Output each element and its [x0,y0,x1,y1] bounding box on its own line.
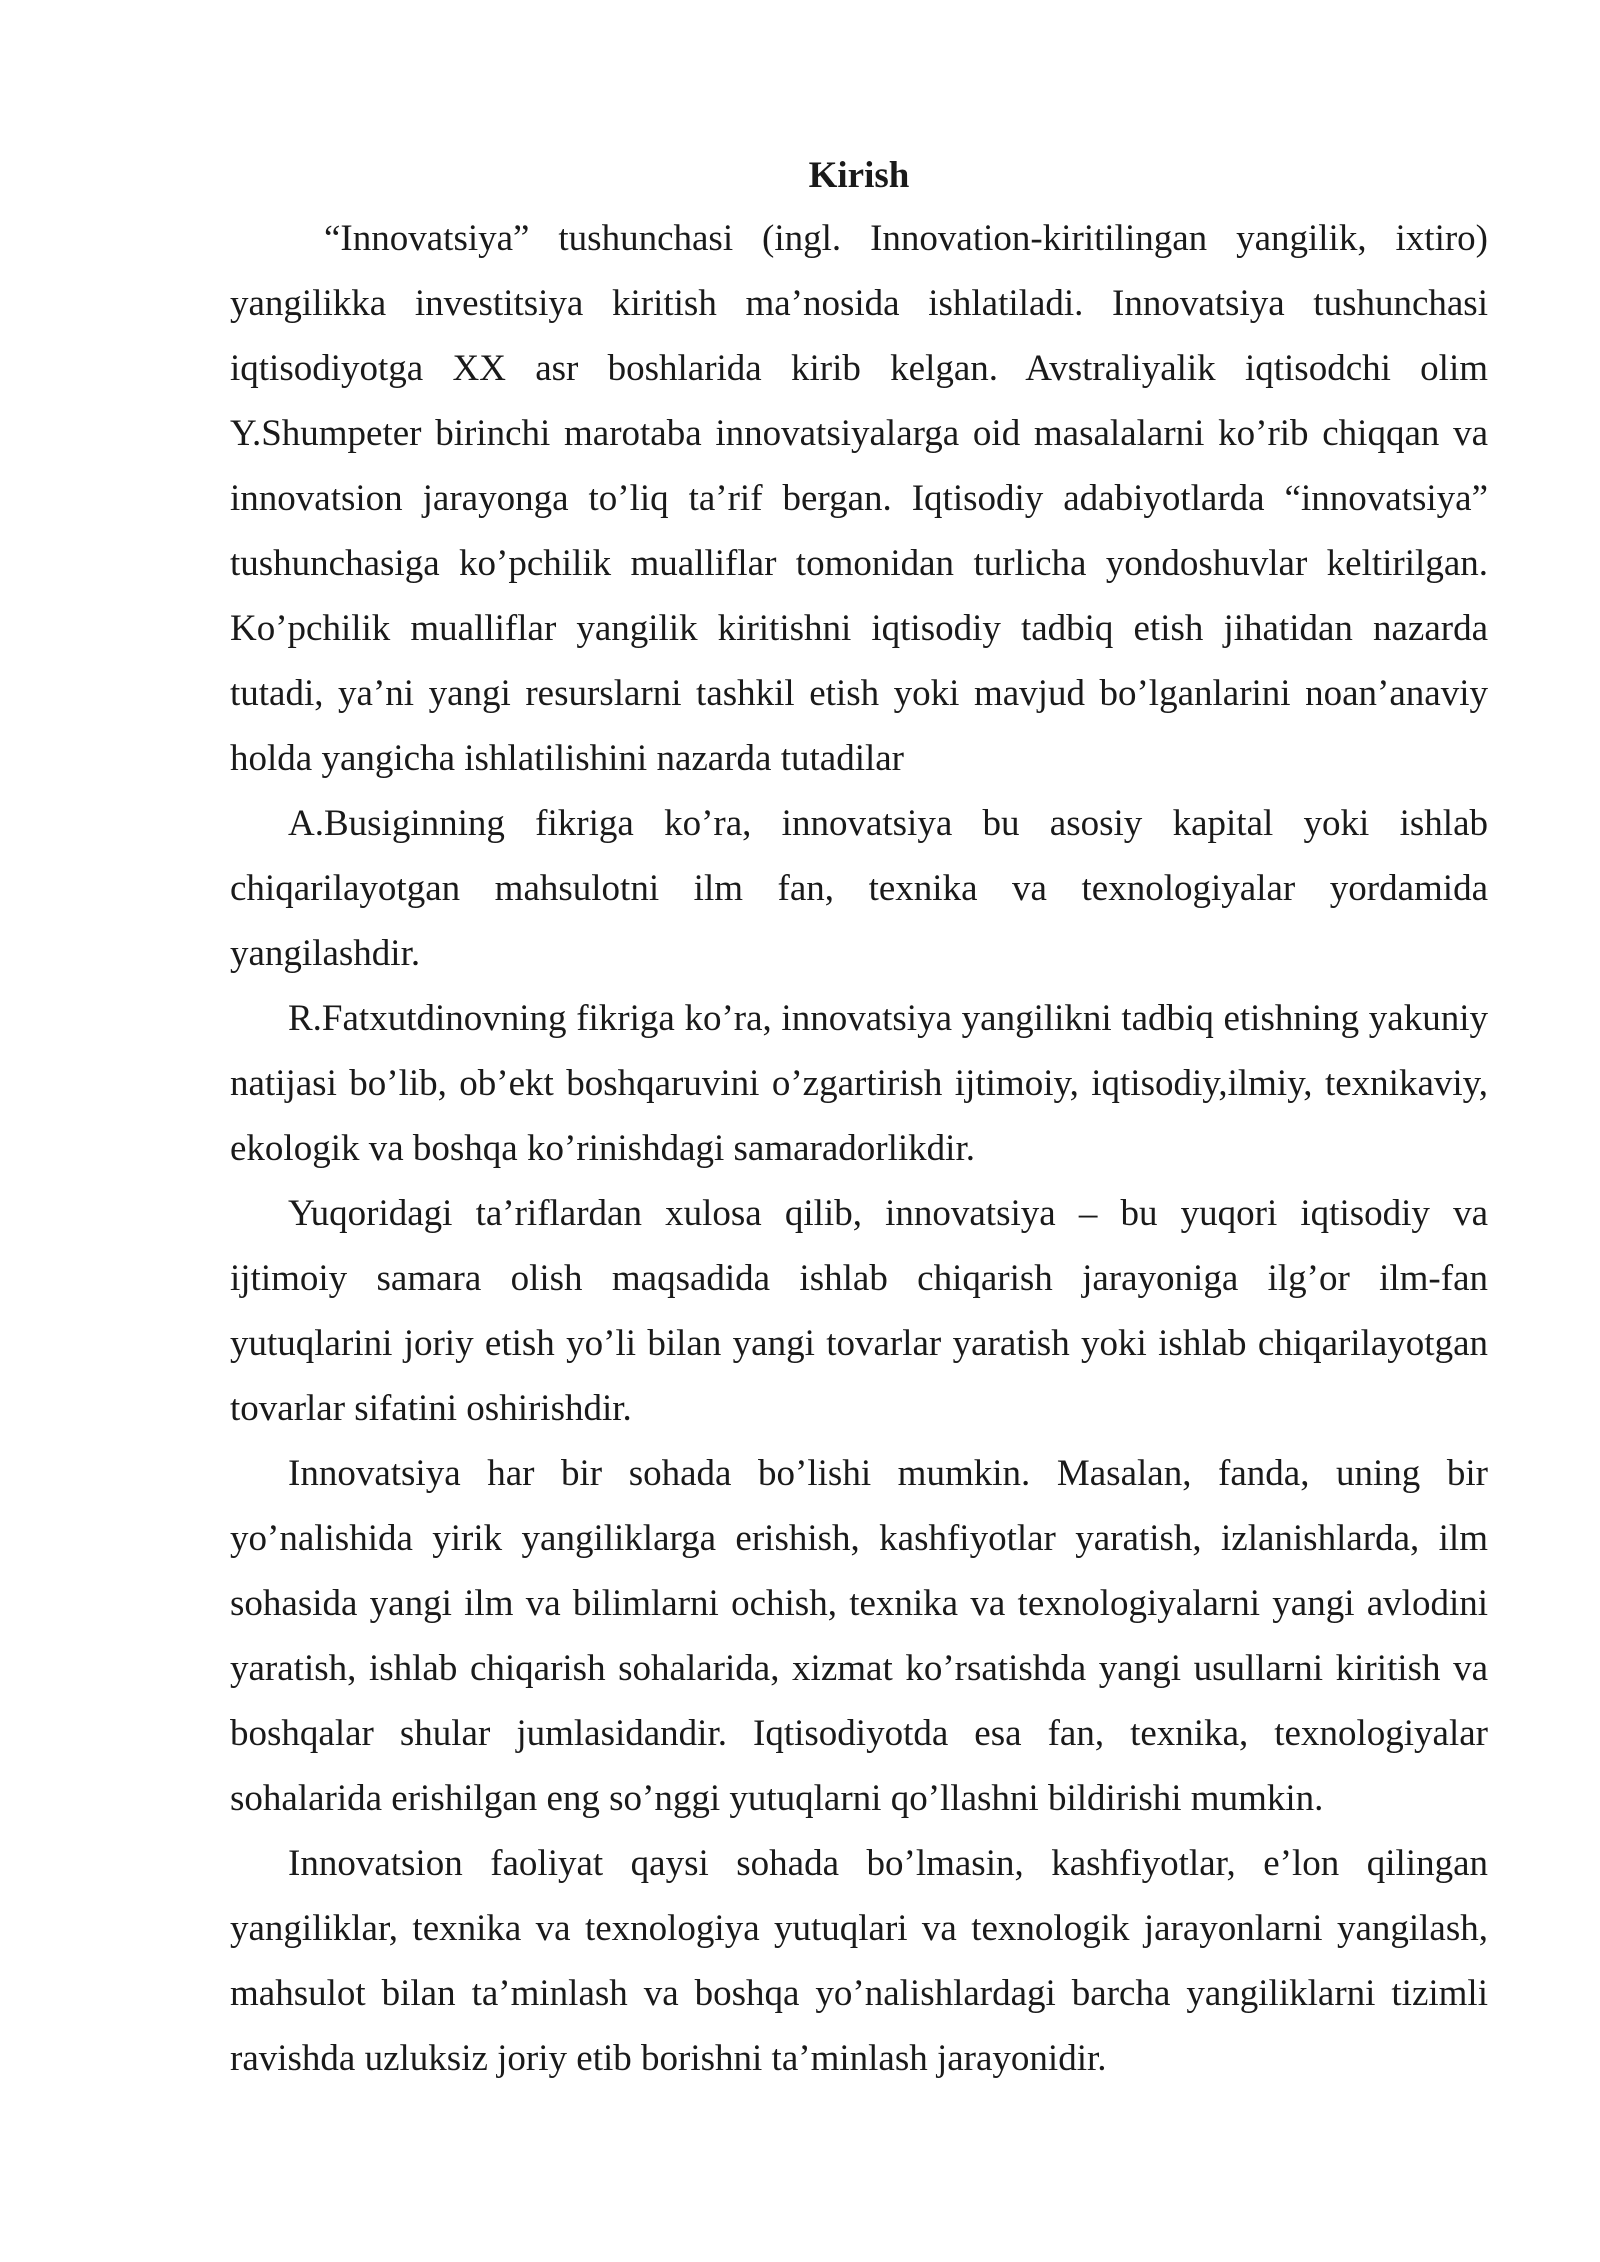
paragraph-fatxutdinov: R.Fatxutdinovning fikriga ko’ra, innovatsiya yangilikni tadbiq etishning yakuniy natijasi bo’lib, ob’ekt boshqaruvini o’zgartirish ijtimoiy, iqtisodiy,ilmiy, texnikaviy, ekologik va boshqa ko’rinishdagi samaradorlikdir. [230,998,1488,1169]
paragraph-innovation-definition: “Innovatsiya” tushunchasi (ingl. Innovation-kiritilingan yangilik, ixtiro) yangilikka investitsiya kiritish ma’nosida ishlatiladi. Innovatsiya tushunchasi iqtisodiyotga XX asr boshlarida kirib kelgan. Avstraliyalik iqtisodchi olim Y.Shumpeter birinchi marotaba innovatsiyalarga oid masalalarni ko’rib chiqqan va innovatsion jarayonga to’liq ta’rif bergan. Iqtisodiy adabiyotlarda “innovatsiya” tushunchasiga ko’pchilik mualliflar tomonidan turlicha yondoshuvlar keltirilgan. Ko’pchilik mualliflar yangilik kiritishni iqtisodiy tadbiq etish jihatidan nazarda tutadi, ya’ni yangi resurslarni tashkil etish yoki mavjud bo’lganlarini noan’anaviy holda yangicha ishlatilishini nazarda tutadilar [230,218,1488,779]
document-title: Kirish [808,155,910,196]
paragraph-conclusion: Yuqoridagi ta’riflardan xulosa qilib, innovatsiya – bu yuqori iqtisodiy va ijtimoiy samara olish maqsadida ishlab chiqarish jarayoniga ilg’or ilm-fan yutuqlarini joriy etish yo’li bilan yangi tovarlar yaratish yoki ishlab chiqarilayotgan tovarlar sifatini oshirishdir. [230,1193,1488,1429]
paragraph-innovative-activity: Innovatsion faoliyat qaysi sohada bo’lmasin, kashfiyotlar, e’lon qilingan yangiliklar, texnika va texnologiya yutuqlari va texnologik jarayonlarni yangilash, mahsulot bilan ta’minlash va boshqa yo’nalishlardagi barcha yangiliklarni tizimli ravishda uzluksiz joriy etib borishni ta’minlash jarayonidir. [230,1843,1488,2079]
paragraph-spheres: Innovatsiya har bir sohada bo’lishi mumkin. Masalan, fanda, uning bir yo’nalishida yirik yangiliklarga erishish, kashfiyotlar yaratish, izlanishlarda, ilm sohasida yangi ilm va bilimlarni ochish, texnika va texnologiyalarni yangi avlodini yaratish, ishlab chiqarish sohalarida, xizmat ko’rsatishda yangi usullarni kiritish va boshqalar shular jumlasidandir. Iqtisodiyotda esa fan, texnika, texnologiyalar sohalarida erishilgan eng so’nggi yutuqlarni qo’llashni bildirishi mumkin. [230,1453,1488,1819]
document-body [230,150,1488,2091]
paragraph-busigin: A.Busiginning fikriga ko’ra, innovatsiya bu asosiy kapital yoki ishlab chiqarilayotgan mahsulotni ilm fan, texnika va texnologiyalar yordamida yangilashdir. [230,803,1488,974]
